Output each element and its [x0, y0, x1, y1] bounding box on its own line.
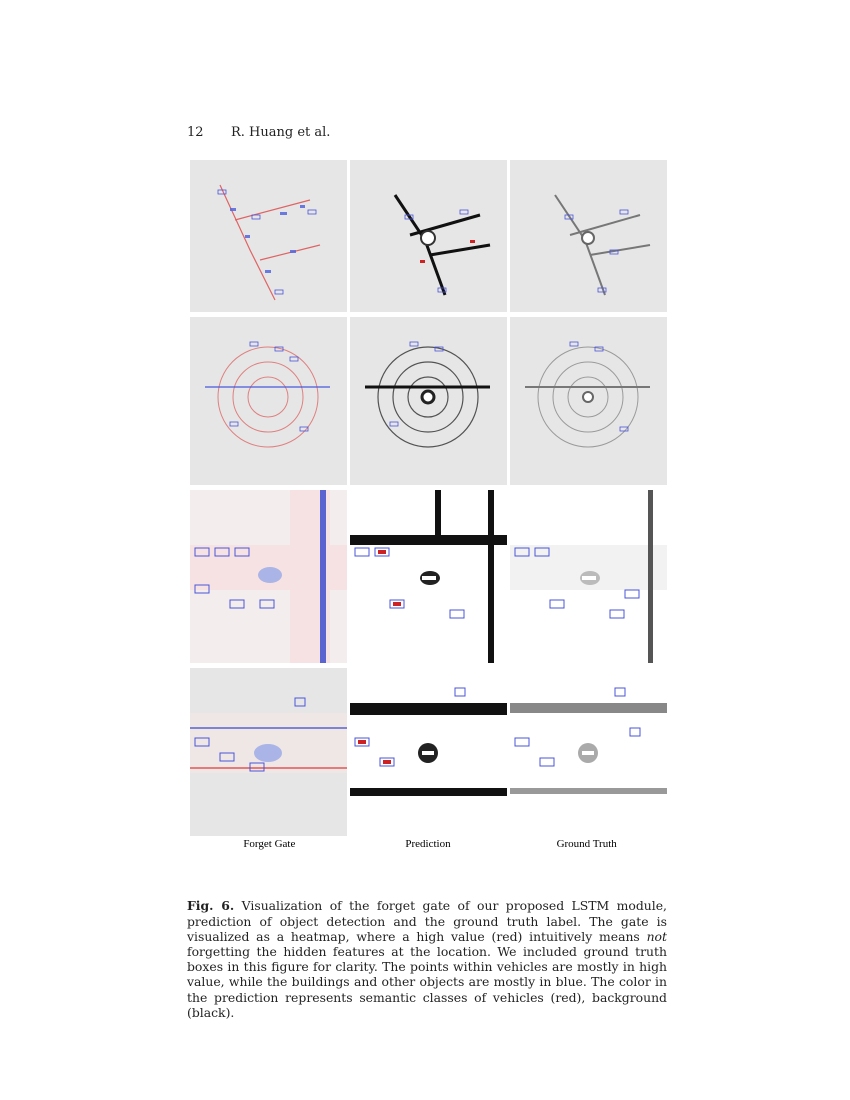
- column-label-forget-gate: Forget Gate: [243, 838, 296, 850]
- figure-caption: [187, 898, 667, 1020]
- column-label-prediction: Prediction: [405, 838, 451, 850]
- caption-text-2: forgetting the hidden features at the location. We included ground truth boxes in this figure for clarity. The points within vehicles are mostly in high value, while the buildings and other objects are mostly in blue. The color in the prediction represents semantic classes of vehicles (red), background (black).: [187, 944, 667, 1020]
- running-authors: R. Huang et al.: [231, 125, 331, 140]
- column-labels: [190, 838, 666, 850]
- page-number: 12: [187, 125, 204, 140]
- panel-prediction-4: [350, 668, 507, 836]
- panel-ground-truth-1: [510, 160, 667, 312]
- caption-label: Fig. 6.: [187, 898, 235, 914]
- panel-forget-gate-2: [190, 317, 347, 485]
- panel-forget-gate-4: [190, 668, 347, 836]
- caption-text-1: Visualization of the forget gate of our proposed LSTM module, prediction of object detection and the ground truth label. The gate is visualized as a heatmap, where a high value (red) intuitively means: [187, 898, 667, 944]
- caption-emphasis: not: [646, 928, 667, 944]
- column-label-ground-truth: Ground Truth: [556, 838, 617, 850]
- running-head: [187, 125, 330, 140]
- panel-ground-truth-4: [510, 668, 667, 836]
- figure-grid: [190, 160, 666, 836]
- panel-forget-gate-1: [190, 160, 347, 312]
- panel-ground-truth-2: [510, 317, 667, 485]
- panel-prediction-3: [350, 490, 507, 663]
- panel-forget-gate-3: [190, 490, 347, 663]
- panel-prediction-1: [350, 160, 507, 312]
- panel-prediction-2: [350, 317, 507, 485]
- panel-ground-truth-3: [510, 490, 667, 663]
